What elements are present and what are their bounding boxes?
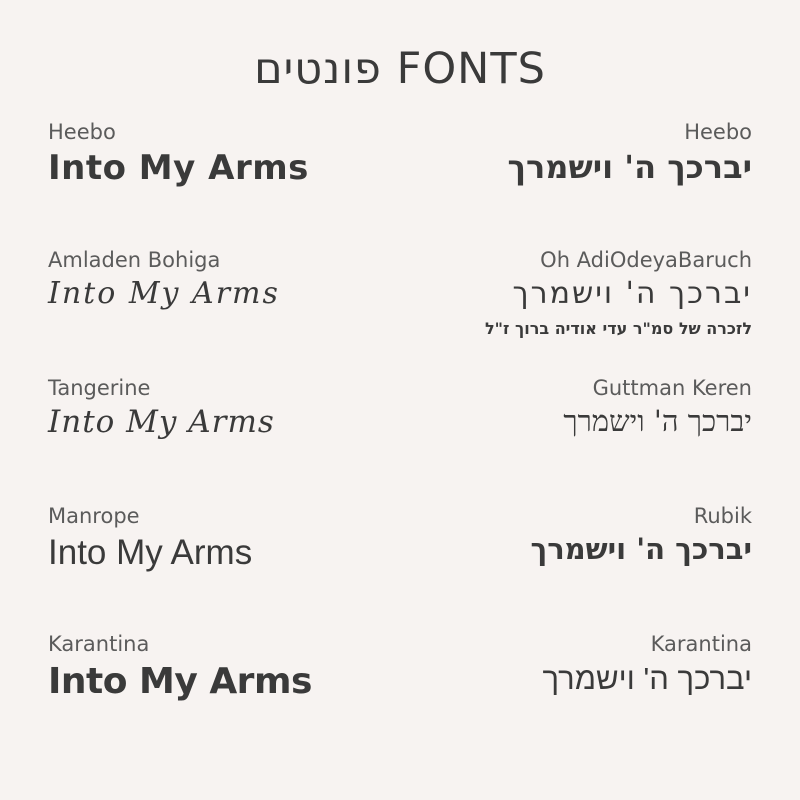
font-row: [48, 376, 752, 504]
font-sample-text: יברכך ה' וישמרך: [507, 148, 752, 187]
font-row: [48, 120, 752, 248]
font-sample-text: Into My Arms: [48, 148, 309, 189]
page-title: פונטים FONTS: [254, 44, 546, 94]
font-sample-subtitle: לזכרה של סמ"ר עדי אודיה ברוך ז"ל: [485, 318, 752, 338]
font-name-label: Tangerine: [48, 376, 151, 400]
font-name-label: Karantina: [650, 632, 752, 656]
font-sample-heebo-hebrew: [414, 120, 752, 186]
font-sample-text: Into My Arms: [48, 276, 280, 312]
font-row: [48, 248, 752, 376]
font-sample-manrope: [48, 504, 386, 573]
font-sample-karantina-latin: [48, 632, 386, 703]
font-name-label: Guttman Keren: [592, 376, 752, 400]
font-row: [48, 504, 752, 632]
font-sample-karantina-hebrew: [414, 632, 752, 697]
font-sample-text: Into My Arms: [48, 404, 275, 441]
font-sample-tangerine: [48, 376, 386, 441]
font-name-label: Amladen Bohiga: [48, 248, 221, 272]
font-name-label: Oh AdiOdeyaBaruch: [540, 248, 752, 272]
font-sample-heebo-latin: [48, 120, 386, 188]
font-sample-text: יברכך ה' וישמרך: [542, 661, 752, 697]
font-sample-text: Into My Arms: [48, 661, 312, 703]
font-name-label: Heebo: [48, 120, 116, 144]
font-sample-text: יברכך ה' וישמרך: [563, 404, 752, 439]
font-row: [48, 632, 752, 760]
font-sample-text: יברכך ה' וישמרך: [512, 276, 752, 312]
font-sample-amladen-bohiga: [48, 248, 386, 312]
font-sample-oh-adiodeyabaruch: [414, 248, 752, 338]
font-sample-text: יברכך ה' וישמרך: [530, 532, 752, 567]
font-name-label: Heebo: [684, 120, 752, 144]
font-sample-rubik: [414, 504, 752, 567]
font-name-label: Manrope: [48, 504, 140, 528]
font-sample-guttman-keren: [414, 376, 752, 439]
font-name-label: Rubik: [693, 504, 752, 528]
font-name-label: Karantina: [48, 632, 150, 656]
font-rows: [48, 120, 752, 760]
font-sample-text: Into My Arms: [48, 533, 253, 573]
